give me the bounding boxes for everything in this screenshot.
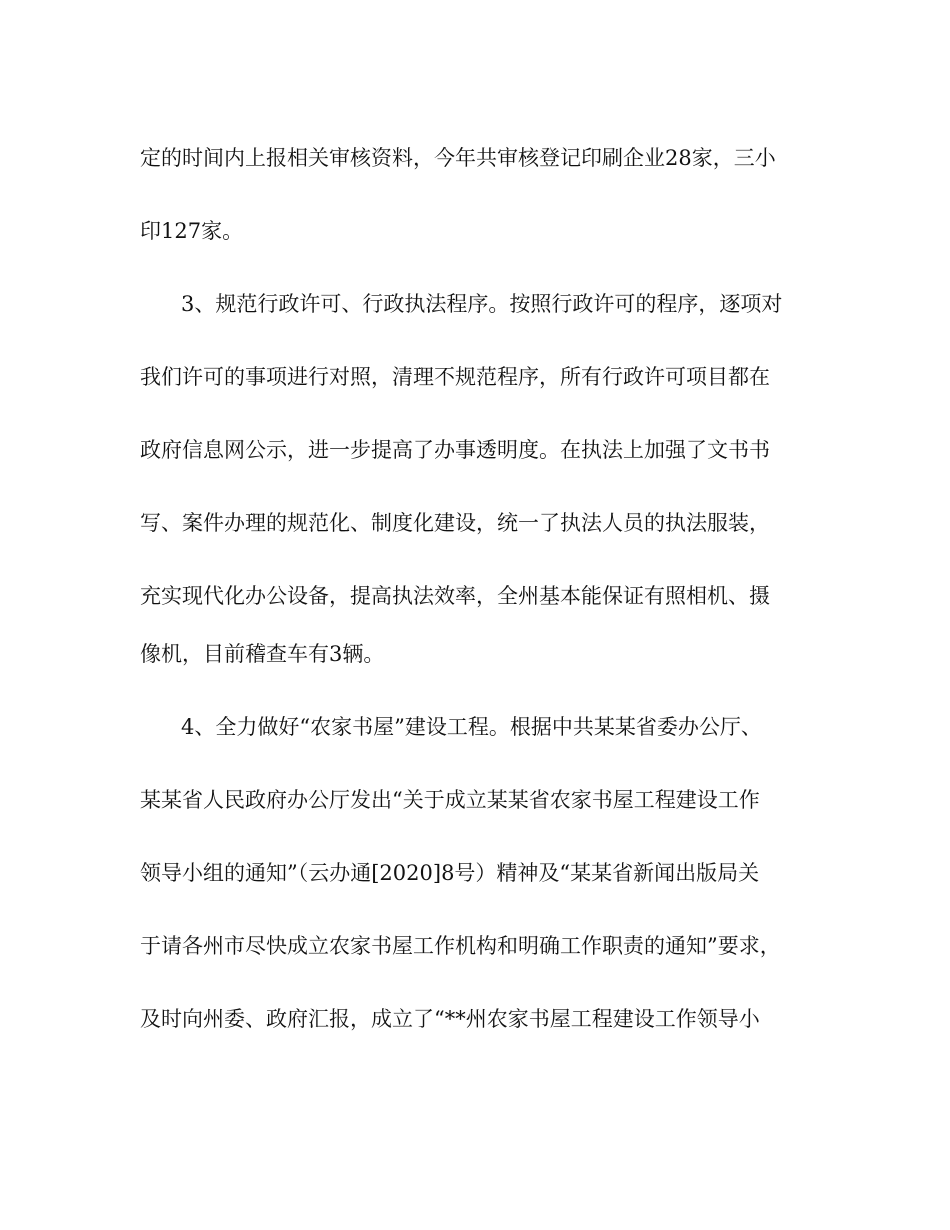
text-line-5: 政府信息网公示，进一步提高了办事透明度。在执法上加强了文书书 — [140, 438, 770, 462]
text-line-13: 及时向州委、政府汇报，成立了“**州农家书屋工程建设工作领导小 — [140, 1007, 760, 1031]
text-line-7: 充实现代化办公设备，提高执法效率，全州基本能保证有照相机、摄 — [140, 584, 770, 608]
text-line-1: 定的时间内上报相关审核资料，今年共审核登记印刷企业28家，三小 — [140, 146, 776, 170]
text-line-6: 写、案件办理的规范化、制度化建设，统一了执法人员的执法服装， — [140, 511, 770, 535]
text-line-10: 某某省人民政府办公厅发出“关于成立某某省农家书屋工程建设工作 — [140, 788, 760, 812]
text-line-8: 像机，目前稽查车有3辆。 — [140, 642, 385, 666]
text-line-12: 于请各州市尽快成立农家书屋工作机构和明确工作职责的通知”要求， — [140, 934, 781, 958]
text-line-2: 印127家。 — [140, 219, 244, 243]
text-line-4: 我们许可的事项进行对照，清理不规范程序，所有行政许可项目都在 — [140, 365, 770, 389]
paragraph-3-heading-line: 3、规范行政许可、行政执法程序。按照行政许可的程序，逐项对 — [181, 292, 783, 316]
paragraph-4-heading-line: 4、全力做好“农家书屋”建设工程。根据中共某某省委办公厅、 — [181, 715, 762, 739]
text-line-11: 领导小组的通知”（云办通[2020]8号）精神及“某某省新闻出版局关 — [140, 861, 760, 885]
